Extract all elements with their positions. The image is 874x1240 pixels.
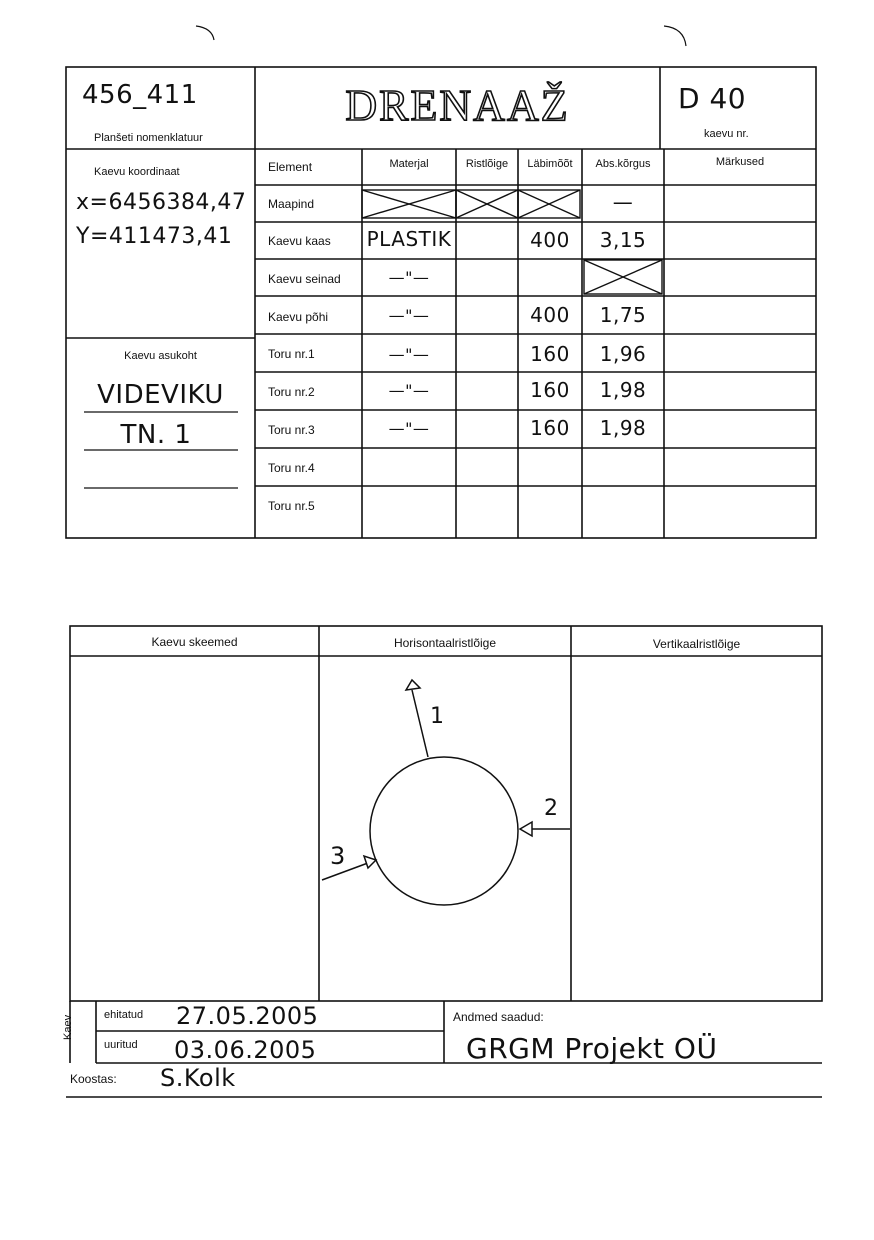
row-labimoot: 400 bbox=[530, 228, 570, 252]
row-element: Toru nr.1 bbox=[268, 347, 315, 361]
data-source: GRGM Projekt OÜ bbox=[466, 1032, 718, 1065]
row-element: Maapind bbox=[268, 197, 315, 211]
location-line-1: VIDEVIKU bbox=[97, 380, 224, 410]
coordinate-y: Y=411473,41 bbox=[76, 224, 233, 249]
row-abs: 3,15 bbox=[599, 228, 647, 252]
plan-number: 456_411 bbox=[82, 80, 198, 110]
plan-label: Planšeti nomenklatuur bbox=[94, 132, 203, 144]
row-element: Kaevu seinad bbox=[268, 272, 341, 286]
pipe-3-label: 3 bbox=[330, 842, 346, 870]
row-element: Kaevu põhi bbox=[268, 310, 329, 324]
row-element: Toru nr.5 bbox=[268, 499, 315, 513]
footer-side-label: Kaev bbox=[62, 1014, 74, 1040]
sketch-col-horizontal: Horisontaalristlõige bbox=[393, 636, 497, 650]
row-abs: 1,98 bbox=[599, 378, 647, 402]
row-abs: 1,98 bbox=[599, 416, 647, 440]
pipe-1-line bbox=[412, 690, 428, 757]
data-source-label: Andmed saadud: bbox=[453, 1010, 544, 1024]
compiled-by: S.Kolk bbox=[160, 1064, 236, 1092]
row-abs: — bbox=[612, 190, 634, 214]
built-date: 27.05.2005 bbox=[176, 1002, 319, 1030]
row-element: Kaevu kaas bbox=[268, 234, 331, 248]
row-materjal: PLASTIK bbox=[366, 227, 452, 251]
pipe-1-label: 1 bbox=[430, 704, 445, 729]
row-materjal: —"— bbox=[388, 268, 430, 287]
sketch-col-schemes: Kaevu skeemed bbox=[151, 635, 238, 649]
row-materjal: —"— bbox=[388, 345, 430, 364]
compiled-label: Koostas: bbox=[70, 1072, 117, 1086]
row-abs: 1,75 bbox=[599, 303, 647, 327]
coordinate-x: x=6456384,47 bbox=[76, 190, 247, 215]
surveyed-label: uuritud bbox=[104, 1039, 138, 1051]
header-materjal: Materjal bbox=[389, 158, 429, 170]
row-labimoot: 160 bbox=[530, 378, 570, 402]
surveyed-date: 03.06.2005 bbox=[174, 1036, 317, 1064]
row-labimoot: 160 bbox=[530, 342, 570, 366]
built-label: ehitatud bbox=[104, 1009, 144, 1021]
row-materjal: —"— bbox=[388, 306, 430, 325]
location-label: Kaevu asukoht bbox=[124, 350, 197, 362]
header-labimoot: Läbimõõt bbox=[527, 158, 573, 170]
row-labimoot: 160 bbox=[530, 416, 570, 440]
sketch-col-vertical: Vertikaalristlõige bbox=[652, 637, 741, 651]
pipe-2-label: 2 bbox=[544, 796, 559, 821]
row-abs: 1,96 bbox=[599, 342, 647, 366]
row-materjal: —"— bbox=[388, 381, 430, 400]
row-labimoot: 400 bbox=[530, 303, 570, 327]
well-number: D 40 bbox=[678, 82, 747, 115]
well-circle bbox=[370, 757, 518, 905]
page-title: DRENAAŽ bbox=[345, 81, 570, 130]
header-ristloige: Ristlõige bbox=[465, 158, 509, 170]
row-element: Toru nr.2 bbox=[268, 385, 315, 399]
well-number-label: kaevu nr. bbox=[704, 128, 749, 140]
header-markused: Märkused bbox=[715, 156, 765, 168]
coordinates-label: Kaevu koordinaat bbox=[94, 166, 180, 178]
well-plan-sketch bbox=[322, 680, 570, 905]
header-abs-korgus: Abs.kõrgus bbox=[595, 158, 651, 170]
row-element: Toru nr.3 bbox=[268, 423, 315, 437]
header-element: Element bbox=[268, 160, 313, 174]
row-element: Toru nr.4 bbox=[268, 461, 315, 475]
row-materjal: —"— bbox=[388, 419, 430, 438]
location-line-2: TN. 1 bbox=[120, 420, 192, 450]
